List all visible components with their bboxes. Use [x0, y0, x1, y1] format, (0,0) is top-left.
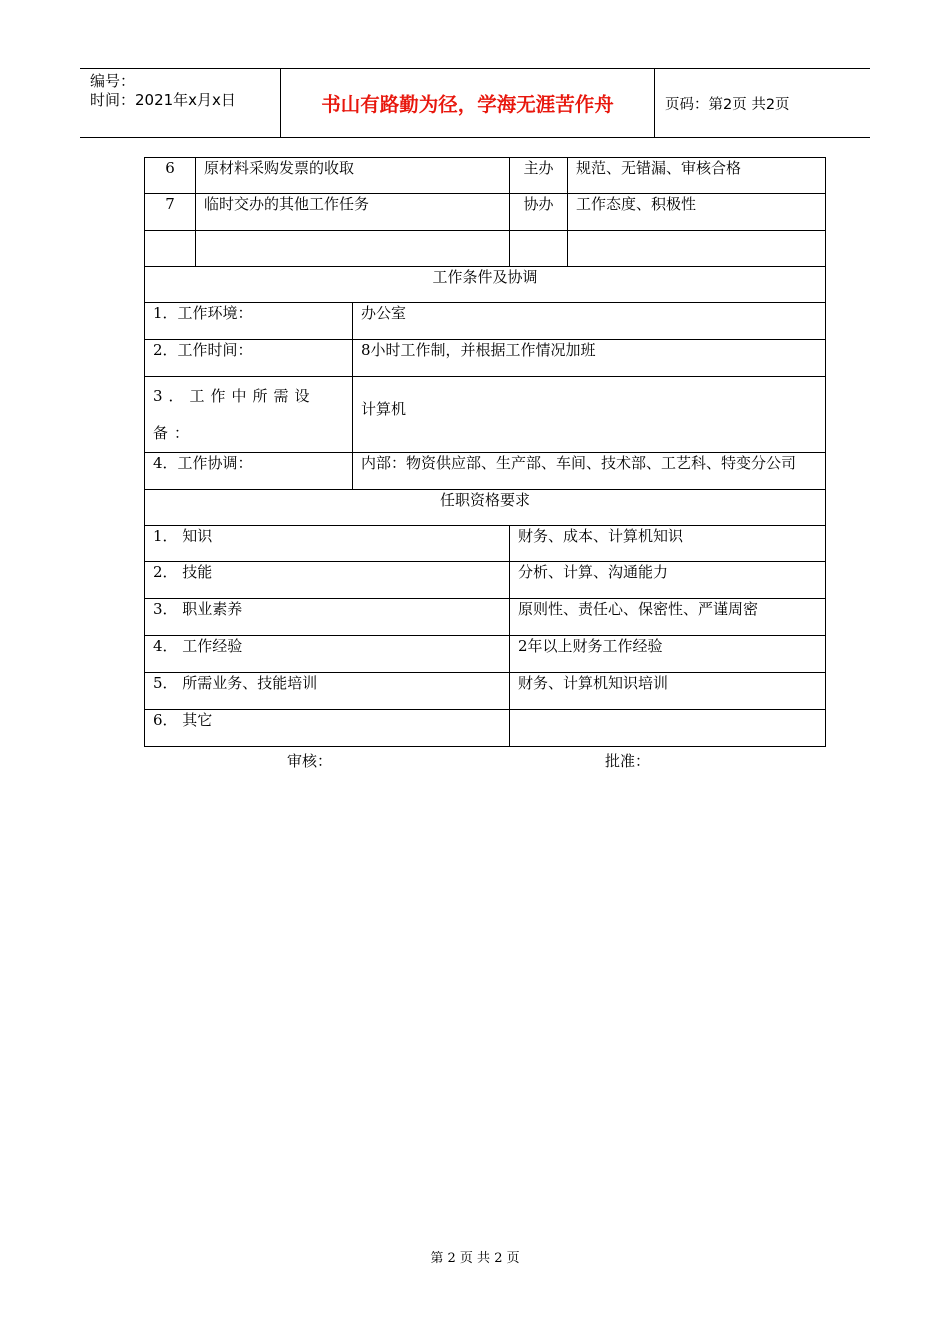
qualification-row — [145, 636, 826, 673]
qualification-row — [145, 710, 826, 747]
condition-row — [145, 340, 826, 377]
qualification-value: 原则性、责任心、保密性、严谨周密 — [510, 599, 826, 636]
duty-task — [196, 231, 510, 267]
duty-role: 协办 — [510, 194, 568, 231]
duty-standard: 工作态度、积极性 — [568, 194, 826, 231]
qualification-value — [510, 710, 826, 747]
duty-role — [510, 231, 568, 267]
qualifications-title: 任职资格要求 — [145, 490, 826, 526]
motto-banner: 书山有路勤为径，学海无涯苦作舟 — [281, 69, 655, 137]
conditions-section-header — [145, 267, 826, 303]
qualification-row — [145, 526, 826, 562]
qualification-label: 2． 技能 — [145, 562, 510, 599]
duty-row — [145, 194, 826, 231]
duty-number — [145, 231, 196, 267]
condition-row — [145, 303, 826, 340]
qualification-row — [145, 673, 826, 710]
condition-label-cell — [145, 377, 353, 453]
duty-row — [145, 158, 826, 194]
qualification-value: 财务、成本、计算机知识 — [510, 526, 826, 562]
approve-signature-label: 批准： — [605, 752, 651, 770]
qualifications-section-header — [145, 490, 826, 526]
qualification-label: 6． 其它 — [145, 710, 510, 747]
qualification-label: 1． 知识 — [145, 526, 510, 562]
condition-label: 3．工作中所需设备： — [153, 387, 316, 442]
qualification-row — [145, 599, 826, 636]
condition-label: 4．工作协调： — [145, 453, 353, 490]
page-footer: 第 2 页 共 2 页 — [430, 1251, 520, 1266]
document-number: 编号： — [90, 72, 136, 90]
qualification-value: 2年以上财务工作经验 — [510, 636, 826, 673]
qualification-label: 3． 职业素养 — [145, 599, 510, 636]
condition-value: 办公室 — [353, 303, 826, 340]
conditions-title: 工作条件及协调 — [145, 267, 826, 303]
header-info — [80, 69, 281, 137]
duty-task: 临时交办的其他工作任务 — [196, 194, 510, 231]
duty-role: 主办 — [510, 158, 568, 194]
qualification-value: 财务、计算机知识培训 — [510, 673, 826, 710]
duty-row-empty — [145, 231, 826, 267]
qualification-label: 4． 工作经验 — [145, 636, 510, 673]
condition-value: 计算机 — [361, 400, 407, 418]
condition-value-cell — [353, 377, 826, 453]
review-signature-label: 审核： — [287, 752, 333, 770]
header-page-number: 页码：第2页 共2页 — [665, 96, 790, 113]
condition-value: 内部：物资供应部、生产部、车间、技术部、工艺科、特变分公司 — [353, 453, 826, 490]
condition-row — [145, 377, 826, 453]
document-date: 时间：2021年x月x日 — [90, 91, 236, 109]
condition-label: 1．工作环境： — [145, 303, 353, 340]
condition-value: 8小时工作制，并根据工作情况加班 — [353, 340, 826, 377]
duty-standard — [568, 231, 826, 267]
duty-number: 7 — [145, 194, 196, 231]
page-header — [80, 68, 870, 138]
duty-number: 6 — [145, 158, 196, 194]
qualification-label: 5． 所需业务、技能培训 — [145, 673, 510, 710]
duty-standard: 规范、无错漏、审核合格 — [568, 158, 826, 194]
header-page-info — [655, 69, 870, 137]
qualification-value: 分析、计算、沟通能力 — [510, 562, 826, 599]
job-description-table — [144, 157, 826, 747]
qualification-row — [145, 562, 826, 599]
condition-row — [145, 453, 826, 490]
condition-label: 2．工作时间： — [145, 340, 353, 377]
duty-task: 原材料采购发票的收取 — [196, 158, 510, 194]
